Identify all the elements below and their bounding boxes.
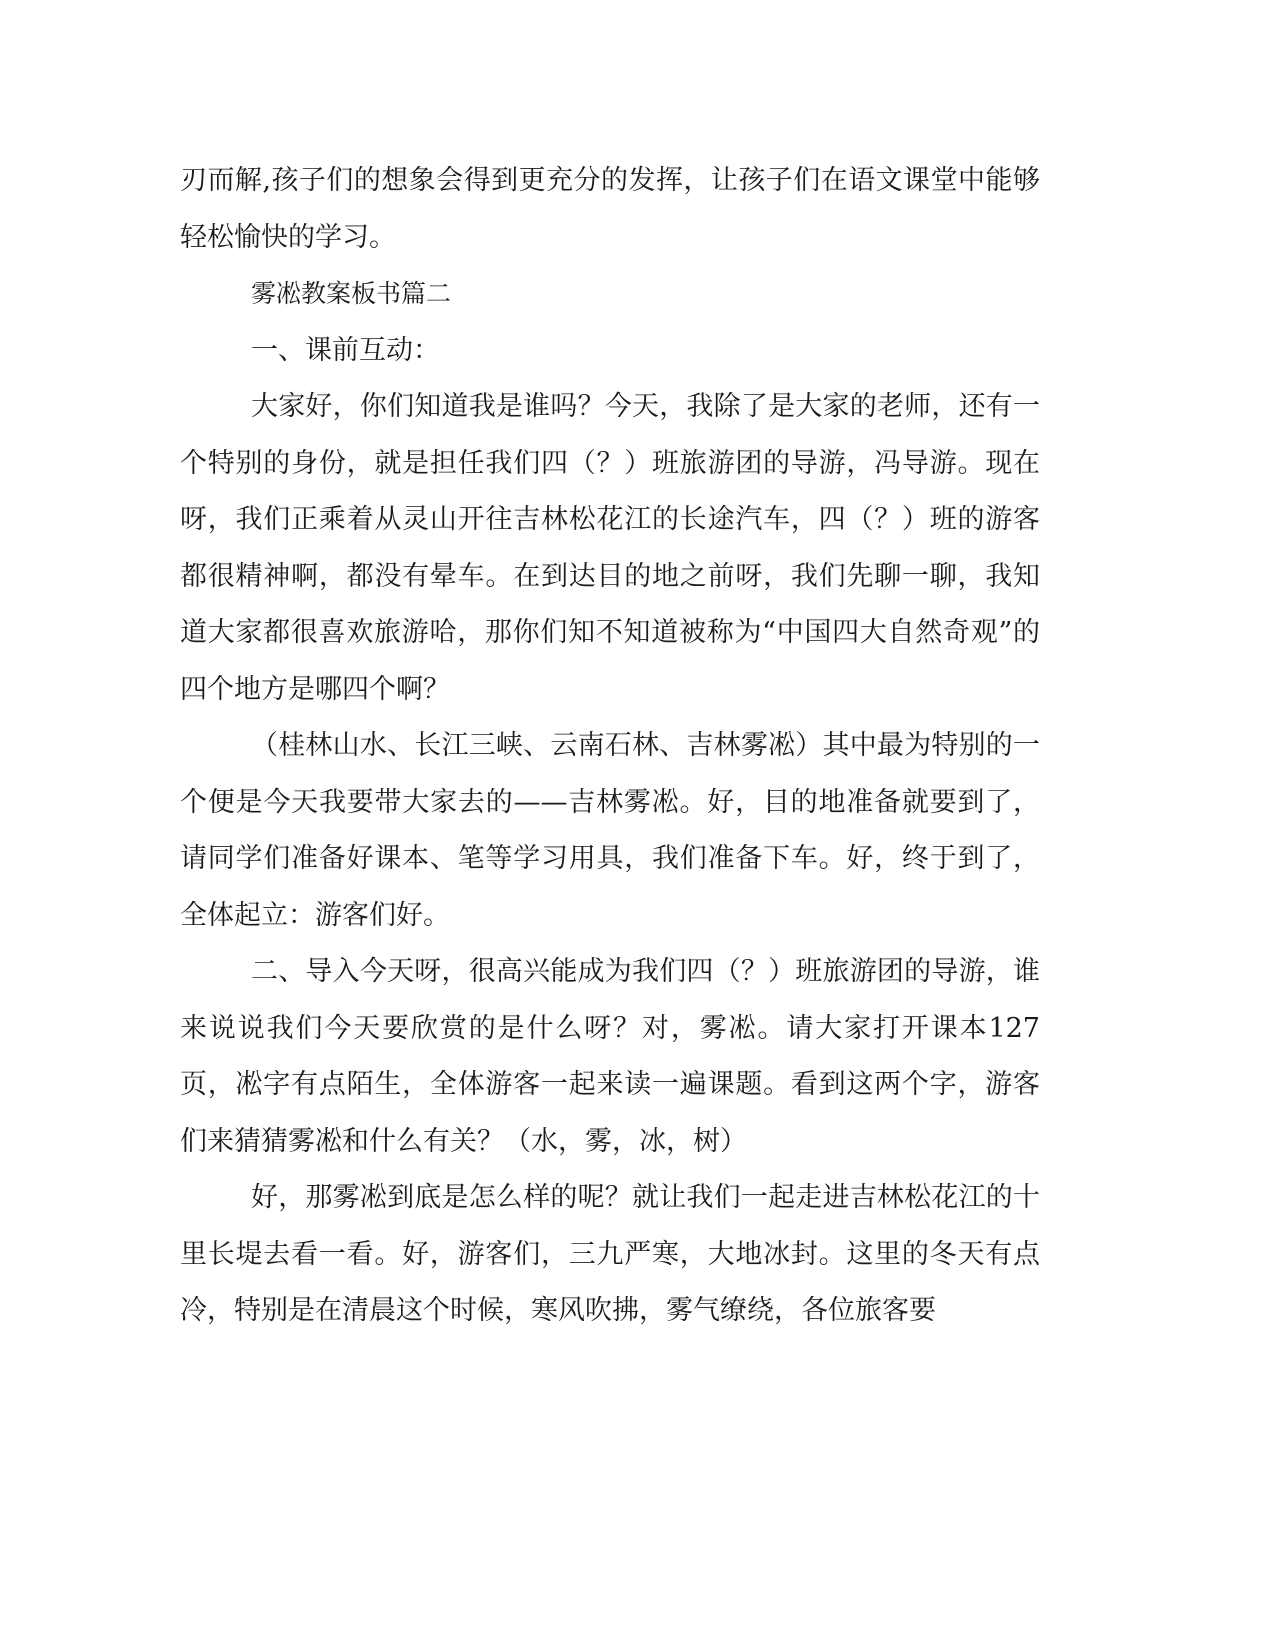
paragraph: 大家好，你们知道我是谁吗？今天，我除了是大家的老师，还有一个特别的身份，就是担任我们四（？）班旅游团的导游，冯导游。现在呀，我们正乘着从灵山开往吉林松花江的长途汽车，四（？）班的游客都很精神啊，都没有晕车。在到达目的地之前呀，我们先聊一聊，我知道大家都很喜欢旅游哈，那你们知不知道被称为“中国四大自然奇观”的四个地方是哪四个啊？ (180, 391, 1040, 705)
paragraph: （桂林山水、长江三峡、云南石林、吉林雾凇）其中最为特别的一个便是今天我要带大家去的——吉林雾凇。好，目的地准备就要到了，请同学们准备好课本、笔等学习用具，我们准备下车。好，终于到了，全体起立：游客们好。 (180, 730, 1040, 931)
paragraph-continuation: 刃而解,孩子们的想象会得到更充分的发挥，让孩子们在语文课堂中能够轻松愉快的学习。 (180, 165, 1040, 253)
section-heading: 雾凇教案板书篇二 (251, 279, 452, 308)
paragraph: 好，那雾凇到底是怎么样的呢？就让我们一起走进吉林松花江的十里长堤去看一看。好，游客们，三九严寒，大地冰封。这里的冬天有点冷，特别是在清晨这个时候，寒风吹拂，雾气缭绕，各位旅客要 (180, 1182, 1040, 1326)
document-body (180, 153, 1040, 1340)
paragraph: 二、导入今天呀，很高兴能成为我们四（？）班旅游团的导游，谁来说说我们今天要欣赏的是什么呀？对，雾凇。请大家打开课本127页，凇字有点陌生，全体游客一起来读一遍课题。看到这两个字，游客们来猜猜雾凇和什么有关？（水，雾，冰，树） (180, 956, 1040, 1157)
paragraph-subheading: 一、课前互动： (251, 334, 440, 366)
